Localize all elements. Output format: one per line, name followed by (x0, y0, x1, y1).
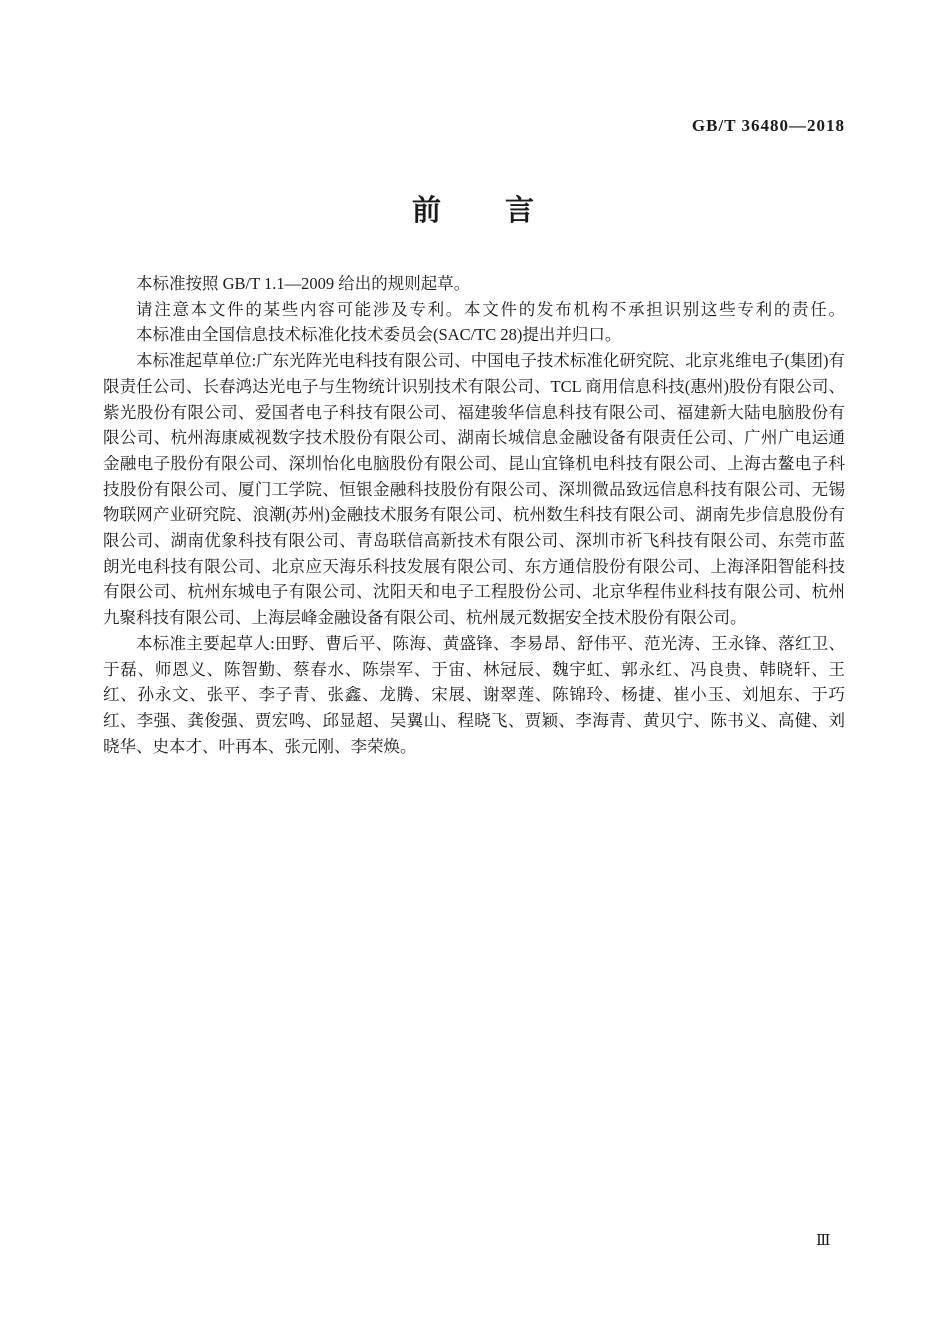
page-title: 前 言 (411, 195, 536, 227)
drafting-rules-paragraph: 本标准按照 GB/T 1.1—2009 给出的规则起草。 (136, 274, 471, 293)
drafting-organizations-paragraph: 本标准起草单位:广东光阵光电科技有限公司、中国电子技术标准化研究院、北京兆维电子(集团)有限责任公司、长春鸿达光电子与生物统计识别技术有限公司、TCL 商用信息科技(惠州)股份有限公司、紫光股份有限公司、爱国者电子科技有限公司、福建骏华信息科技有限公司、福建新大陆电脑股份有限公司、杭州海康威视数字技术股份有限公司、湖南长城信息金融设备有限责任公司、广州广电运通金融电子股份有限公司、深圳怡化电脑股份有限公司、昆山宜锋机电科技有限公司、上海古鳌电子科技股份有限公司、厦门工学院、恒银金融科技股份有限公司、深圳微品致远信息科技有限公司、无锡物联网产业研究院、浪潮(苏州)金融技术服务有限公司、杭州数生科技有限公司、湖南先步信息股份有限公司、湖南优象科技有限公司、青岛联信高新技术有限公司、深圳市祈飞科技有限公司、东莞市蓝朗光电科技有限公司、北京应天海乐科技发展有限公司、东方通信股份有限公司、上海泽阳智能科技有限公司、杭州东城电子有限公司、沈阳天和电子工程股份公司、北京华程伟业科技有限公司、杭州九聚科技有限公司、上海层峰金融设备有限公司、杭州晟元数据安全技术股份有限公司。 (103, 351, 845, 628)
committee-paragraph: 本标准由全国信息技术标准化技术委员会(SAC/TC 28)提出并归口。 (136, 325, 622, 345)
standard-number: GB/T 36480—2018 (691, 116, 845, 135)
page-number: Ⅲ (816, 1233, 831, 1249)
patent-notice-paragraph: 请注意本文件的某些内容可能涉及专利。本文件的发布机构不承担识别这些专利的责任。 (136, 299, 845, 319)
drafters-paragraph: 本标准主要起草人:田野、曹后平、陈海、黄盛锋、李易昂、舒伟平、范光涛、王永锋、落红卫、于磊、师恩义、陈智勤、蔡春水、陈崇军、于宙、林冠辰、魏宇虹、郭永红、冯良贵、韩晓轩、王红、孙永文、张平、李子青、张鑫、龙腾、宋展、谢翠莲、陈锦玲、杨捷、崔小玉、刘旭东、于巧红、李强、龚俊强、贾宏鸣、邱显超、吴翼山、程晓飞、贾颖、李海青、黄贝宁、陈书义、高健、刘晓华、史本才、叶再本、张元刚、李荣焕。 (103, 633, 845, 756)
foreword-body (103, 271, 845, 759)
